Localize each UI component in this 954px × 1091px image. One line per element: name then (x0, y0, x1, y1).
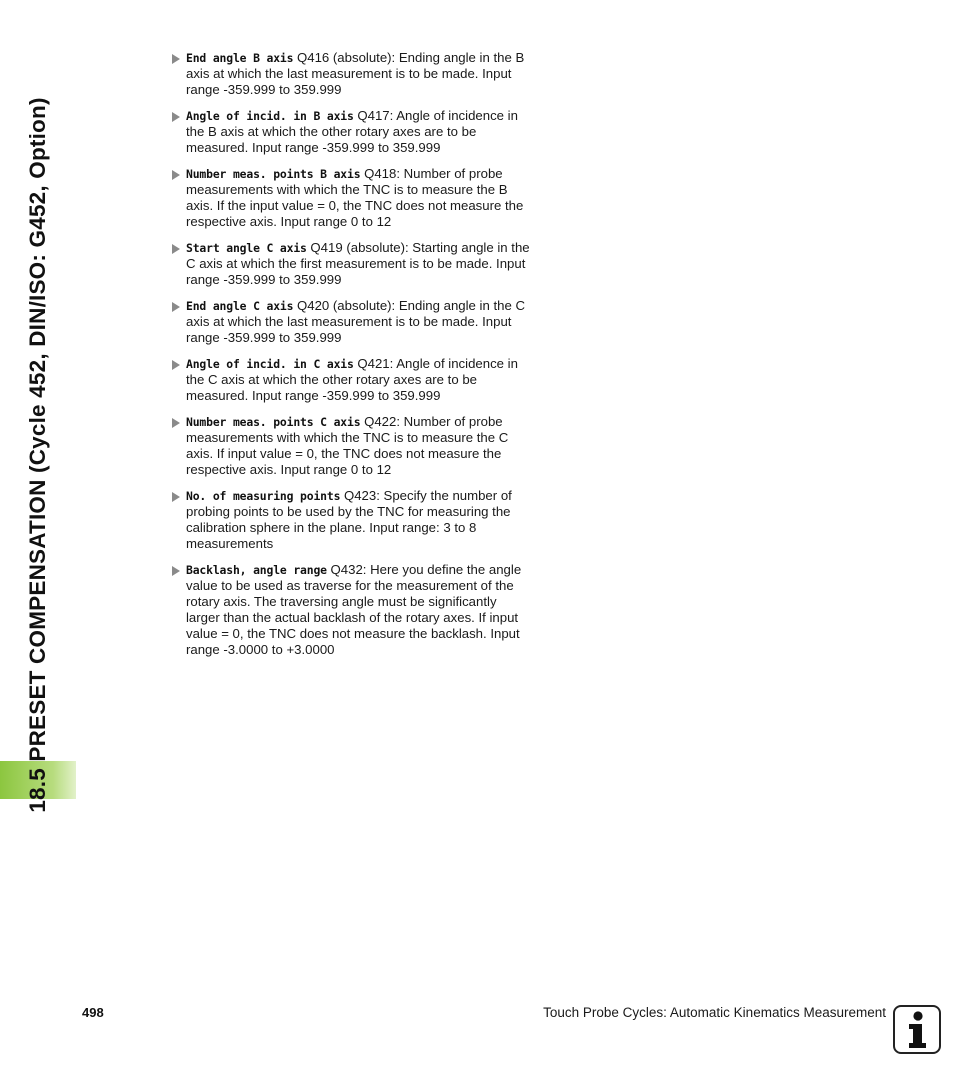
info-icon (893, 1005, 941, 1054)
param-desc: Q418: Number of probe measurements with which the TNC is to measure the B axis. If the input value = 0, the TNC does not measure the respective axis. Input range 0 to 12 (186, 166, 524, 229)
param-name: Start angle C axis (186, 241, 307, 255)
list-item (172, 240, 532, 288)
param-name: Number meas. points C axis (186, 415, 361, 429)
param-desc: Q432: Here you define the angle value to be used as traverse for the measurement of the rotary axis. The traversing angle must be significantly larger than the actual backlash of the rotary axes. If input value = 0, the TNC does not measure the backlash. Input range -3.0000 to +3.0000 (186, 562, 522, 657)
chapter-title: Touch Probe Cycles: Automatic Kinematics Measurement (543, 1005, 886, 1020)
param-name: End angle B axis (186, 51, 294, 65)
list-item (172, 298, 532, 346)
list-item (172, 50, 532, 98)
param-desc: Q421: Angle of incidence in the C axis at which the other rotary axes are to be measured. Input range -359.999 to 359.999 (186, 356, 518, 403)
param-name: End angle C axis (186, 299, 294, 313)
triangle-bullet-icon (172, 302, 180, 312)
param-desc: Q420 (absolute): Ending angle in the C axis at which the last measurement is to be made. Input range -359.999 to 359.999 (186, 298, 525, 345)
parameter-list (172, 50, 532, 668)
param-desc: Q422: Number of probe measurements with which the TNC is to measure the C axis. If input value = 0, the TNC does not measure the respective axis. Input range 0 to 12 (186, 414, 509, 477)
param-name: Backlash, angle range (186, 563, 327, 577)
param-name: Number meas. points B axis (186, 167, 361, 181)
list-item (172, 356, 532, 404)
param-desc: Q416 (absolute): Ending angle in the B axis at which the last measurement is to be made. Input range -359.999 to 359.999 (186, 50, 525, 97)
list-item (172, 562, 532, 658)
list-item (172, 488, 532, 552)
param-name: Angle of incid. in C axis (186, 357, 354, 371)
param-desc: Q419 (absolute): Starting angle in the C axis at which the first measurement is to be made. Input range -359.999 to 359.999 (186, 240, 530, 287)
page-number: 498 (82, 1005, 104, 1020)
triangle-bullet-icon (172, 492, 180, 502)
section-title: 18.5 PRESET COMPENSATION (Cycle 452, DIN/ISO: G452, Option) (25, 97, 50, 813)
sidebar (0, 0, 76, 1091)
list-item (172, 108, 532, 156)
param-name: No. of measuring points (186, 489, 341, 503)
triangle-bullet-icon (172, 360, 180, 370)
triangle-bullet-icon (172, 170, 180, 180)
triangle-bullet-icon (172, 244, 180, 254)
triangle-bullet-icon (172, 54, 180, 64)
triangle-bullet-icon (172, 418, 180, 428)
param-name: Angle of incid. in B axis (186, 109, 354, 123)
param-desc: Q423: Specify the number of probing points to be used by the TNC for measuring the calibration sphere in the plane. Input range: 3 to 8 measurements (186, 488, 512, 551)
param-desc: Q417: Angle of incidence in the B axis at which the other rotary axes are to be measured. Input range -359.999 to 359.999 (186, 108, 518, 155)
info-glyph (895, 1007, 939, 1052)
triangle-bullet-icon (172, 112, 180, 122)
list-item (172, 166, 532, 230)
triangle-bullet-icon (172, 566, 180, 576)
list-item (172, 414, 532, 478)
